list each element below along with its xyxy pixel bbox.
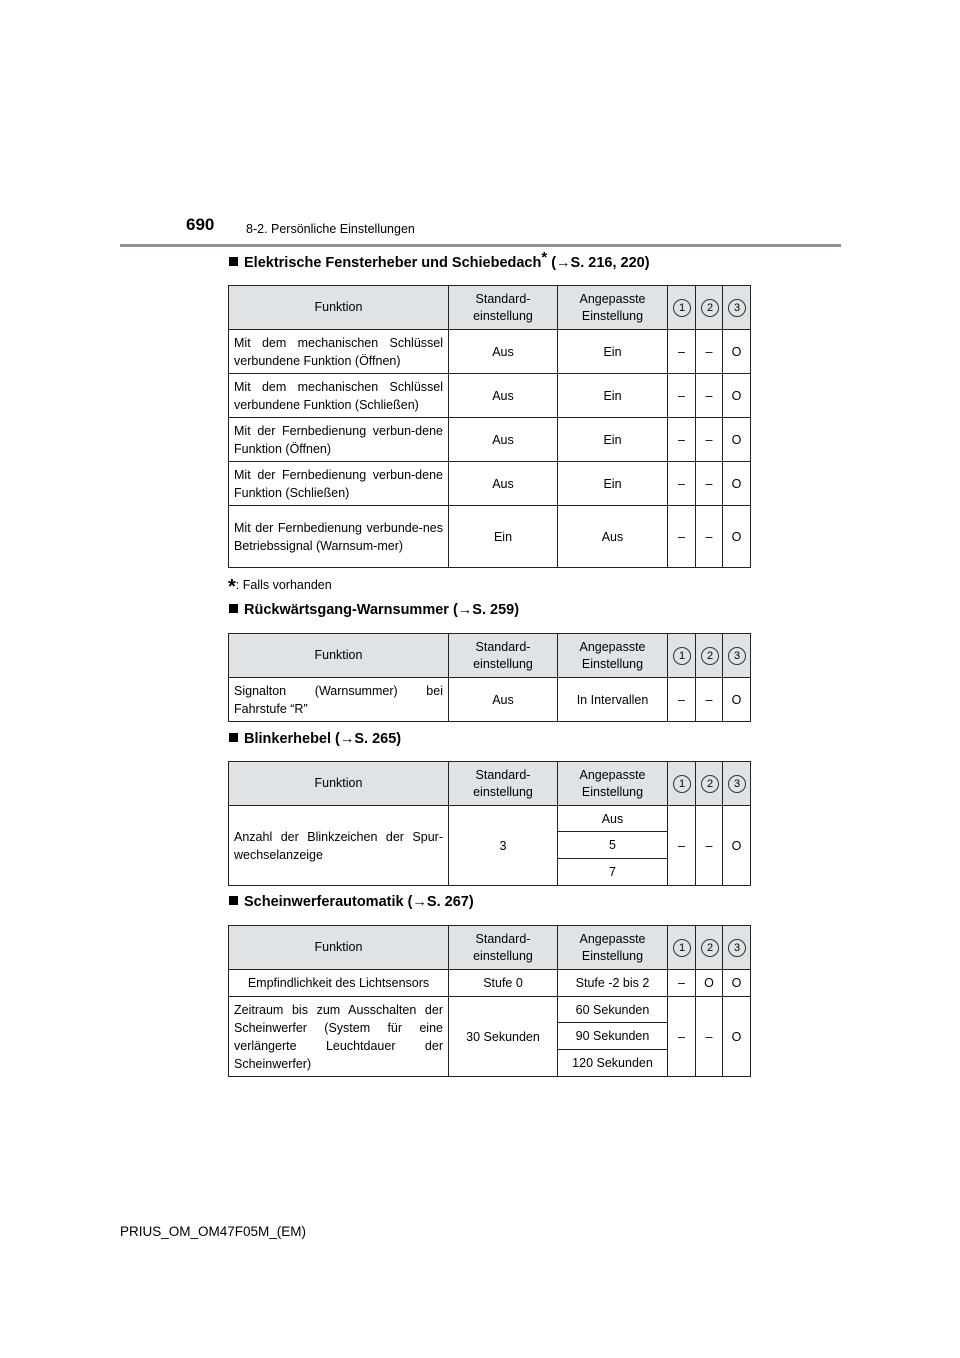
page-reference: (→S. 259) <box>448 602 520 618</box>
square-bullet-icon <box>229 604 238 613</box>
header-angepasst: Angepasste Einstellung <box>558 762 668 806</box>
footnote-star: * <box>541 249 548 266</box>
header-angepasst: Angepasste Einstellung <box>558 634 668 678</box>
square-bullet-icon <box>229 896 238 905</box>
table-row: 90 Sekunden <box>229 1023 751 1050</box>
header-standard: Standard- einstellung <box>449 762 558 806</box>
section-heading-warnsummer <box>229 602 519 618</box>
table-row: 7 <box>229 859 751 886</box>
header-funktion: Funktion <box>229 762 449 806</box>
page-reference: (→S. 216, 220) <box>547 255 650 271</box>
table-header-row <box>229 762 751 806</box>
header-col-1 <box>668 762 696 806</box>
header-angepasst: Angepasste Einstellung <box>558 926 668 970</box>
table-row: 5 <box>229 832 751 859</box>
table-row: Mit der Fernbedienung verbun-dene Funktion (Öffnen) Aus Ein – – O <box>229 418 751 462</box>
header-col-1 <box>668 286 696 330</box>
table-row: 120 Sekunden <box>229 1050 751 1077</box>
header-col-3 <box>723 634 751 678</box>
square-bullet-icon <box>229 257 238 266</box>
circled-3-icon: 3 <box>728 647 746 665</box>
header-col-2 <box>696 634 723 678</box>
section-heading-fensterheber <box>229 249 650 271</box>
table-row: Anzahl der Blinkzeichen der Spur-wechselanzeige 3 Aus – – O <box>229 806 751 832</box>
circled-2-icon: 2 <box>701 647 719 665</box>
header-col-2 <box>696 926 723 970</box>
section-heading-scheinwerfer <box>229 894 474 910</box>
page-reference: (→S. 267) <box>403 894 474 910</box>
table-row: Mit dem mechanischen Schlüssel verbundene Funktion (Öffnen) Aus Ein – – O <box>229 330 751 374</box>
table-row: Mit der Fernbedienung verbunde-nes Betriebssignal (Warnsum-mer) Ein Aus – – O <box>229 506 751 568</box>
table-blinkerhebel <box>228 761 751 886</box>
circled-2-icon: 2 <box>701 775 719 793</box>
header-standard: Standard- einstellung <box>449 286 558 330</box>
header-funktion: Funktion <box>229 926 449 970</box>
circled-2-icon: 2 <box>701 299 719 317</box>
header-col-1 <box>668 634 696 678</box>
square-bullet-icon <box>229 733 238 742</box>
circled-2-icon: 2 <box>701 939 719 957</box>
circled-3-icon: 3 <box>728 939 746 957</box>
table-header-row <box>229 286 751 330</box>
section-title: Elektrische Fensterheber und Schiebedach <box>244 255 542 271</box>
table-row: Empfindlichkeit des Lichtsensors Stufe 0 Stufe -2 bis 2 – O O <box>229 970 751 997</box>
table-row: Signalton (Warnsummer) bei Fahrstufe “R” Aus In Intervallen – – O <box>229 678 751 722</box>
table-scheinwerfer <box>228 925 751 1077</box>
header-col-3 <box>723 762 751 806</box>
table-fensterheber <box>228 285 751 568</box>
section-heading-blinkerhebel <box>229 731 401 747</box>
header-standard: Standard- einstellung <box>449 634 558 678</box>
section-title: Rückwärtsgang-Warnsummer <box>244 602 449 618</box>
page-number: 690 <box>186 215 215 234</box>
circled-1-icon: 1 <box>673 299 691 317</box>
document-code: PRIUS_OM_OM47F05M_(EM) <box>120 1224 307 1239</box>
circled-3-icon: 3 <box>728 299 746 317</box>
header-col-3 <box>723 286 751 330</box>
circled-1-icon: 1 <box>673 775 691 793</box>
header-col-2 <box>696 762 723 806</box>
circled-1-icon: 1 <box>673 939 691 957</box>
section-title: Blinkerhebel <box>244 731 332 747</box>
header-divider <box>120 244 841 247</box>
section-title: Scheinwerferautomatik <box>244 894 404 910</box>
header-col-3 <box>723 926 751 970</box>
header-col-1 <box>668 926 696 970</box>
circled-1-icon: 1 <box>673 647 691 665</box>
table-warnsummer <box>228 633 751 722</box>
table-row: Mit dem mechanischen Schlüssel verbundene Funktion (Schließen) Aus Ein – – O <box>229 374 751 418</box>
footnote <box>228 576 332 599</box>
page-reference: (→S. 265) <box>331 731 402 747</box>
circled-3-icon: 3 <box>728 775 746 793</box>
footnote-text: : Falls vorhanden <box>235 578 332 592</box>
header-angepasst: Angepasste Einstellung <box>558 286 668 330</box>
header-col-2 <box>696 286 723 330</box>
table-header-row <box>229 926 751 970</box>
header-standard: Standard- einstellung <box>449 926 558 970</box>
table-row: Zeitraum bis zum Ausschalten der Scheinwerfer (System für eine verlängerte Leuchtdauer der Scheinwerfer) 30 Sekunden 60 Sekunden – – O <box>229 997 751 1023</box>
chapter-title: 8-2. Persönliche Einstellungen <box>246 222 415 236</box>
table-header-row <box>229 634 751 678</box>
header-funktion: Funktion <box>229 634 449 678</box>
header-funktion: Funktion <box>229 286 449 330</box>
footnote-star: * <box>228 576 236 598</box>
table-row: Mit der Fernbedienung verbun-dene Funktion (Schließen) Aus Ein – – O <box>229 462 751 506</box>
